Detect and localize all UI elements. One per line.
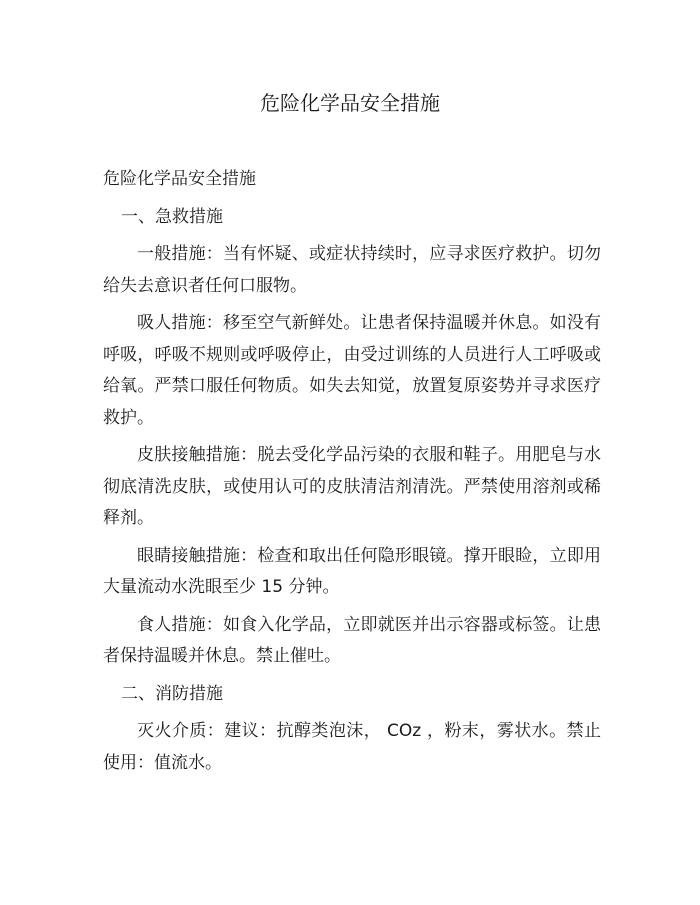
paragraph-text: 移至空气新鲜处。让患者保持温暖并休息。如没有呼吸，呼吸不规则或呼吸停止，由受过训练的人员进行人工呼吸或给氧。严禁口服任何物质。如失去知觉，放置复原姿势并寻求医疗救护。: [103, 313, 602, 428]
paragraph-general-measures: [103, 239, 601, 302]
paragraph-extinguishing-media: [103, 716, 601, 779]
paragraph-skin-contact: [103, 440, 601, 535]
paragraph-text: 如食入化学品，立即就医并出示容器或标签。让患者保持温暖并休息。禁止催吐。: [103, 614, 602, 666]
document-body: [103, 164, 601, 779]
paragraph-text: 脱去受化学品污染的衣服和鞋子。用肥皂与水彻底清洗皮肤，或使用认可的皮肤清洁剂清洗。严禁使用溶剂或稀释剂。: [103, 445, 602, 528]
paragraph-label: 灭火介质：: [137, 721, 225, 741]
paragraph-label: 眼睛接触措施：: [137, 545, 258, 566]
paragraph-inhalation: [103, 308, 601, 434]
section-heading-first-aid: 一、急救措施: [121, 206, 223, 227]
paragraph-text: 当有怀疑、或症状持续时，应寻求医疗救护。切勿给失去意识者任何口服物。: [103, 244, 602, 296]
paragraph-label: 皮肤接触措施：: [137, 445, 258, 465]
paragraph-text: 检查和取出任何隐形眼镜。撑开眼睑，立即用大量流动水洗眼至少 15 分钟。: [103, 545, 602, 597]
paragraph-text: 建议：抗醇类泡沫， COz ，粉末，雾状水。禁止使用：值流水。: [103, 721, 601, 773]
document-subtitle: 危险化学品安全措施: [103, 169, 256, 189]
paragraph-ingestion: [103, 610, 601, 673]
section-heading-firefighting: 二、消防措施: [121, 683, 223, 704]
paragraph-label: 食人措施：: [137, 614, 223, 635]
document-title: 危险化学品安全措施: [260, 91, 440, 115]
paragraph-eye-contact: [103, 541, 601, 604]
paragraph-label: 吸人措施：: [137, 313, 223, 333]
paragraph-label: 一般措施：: [137, 244, 223, 264]
